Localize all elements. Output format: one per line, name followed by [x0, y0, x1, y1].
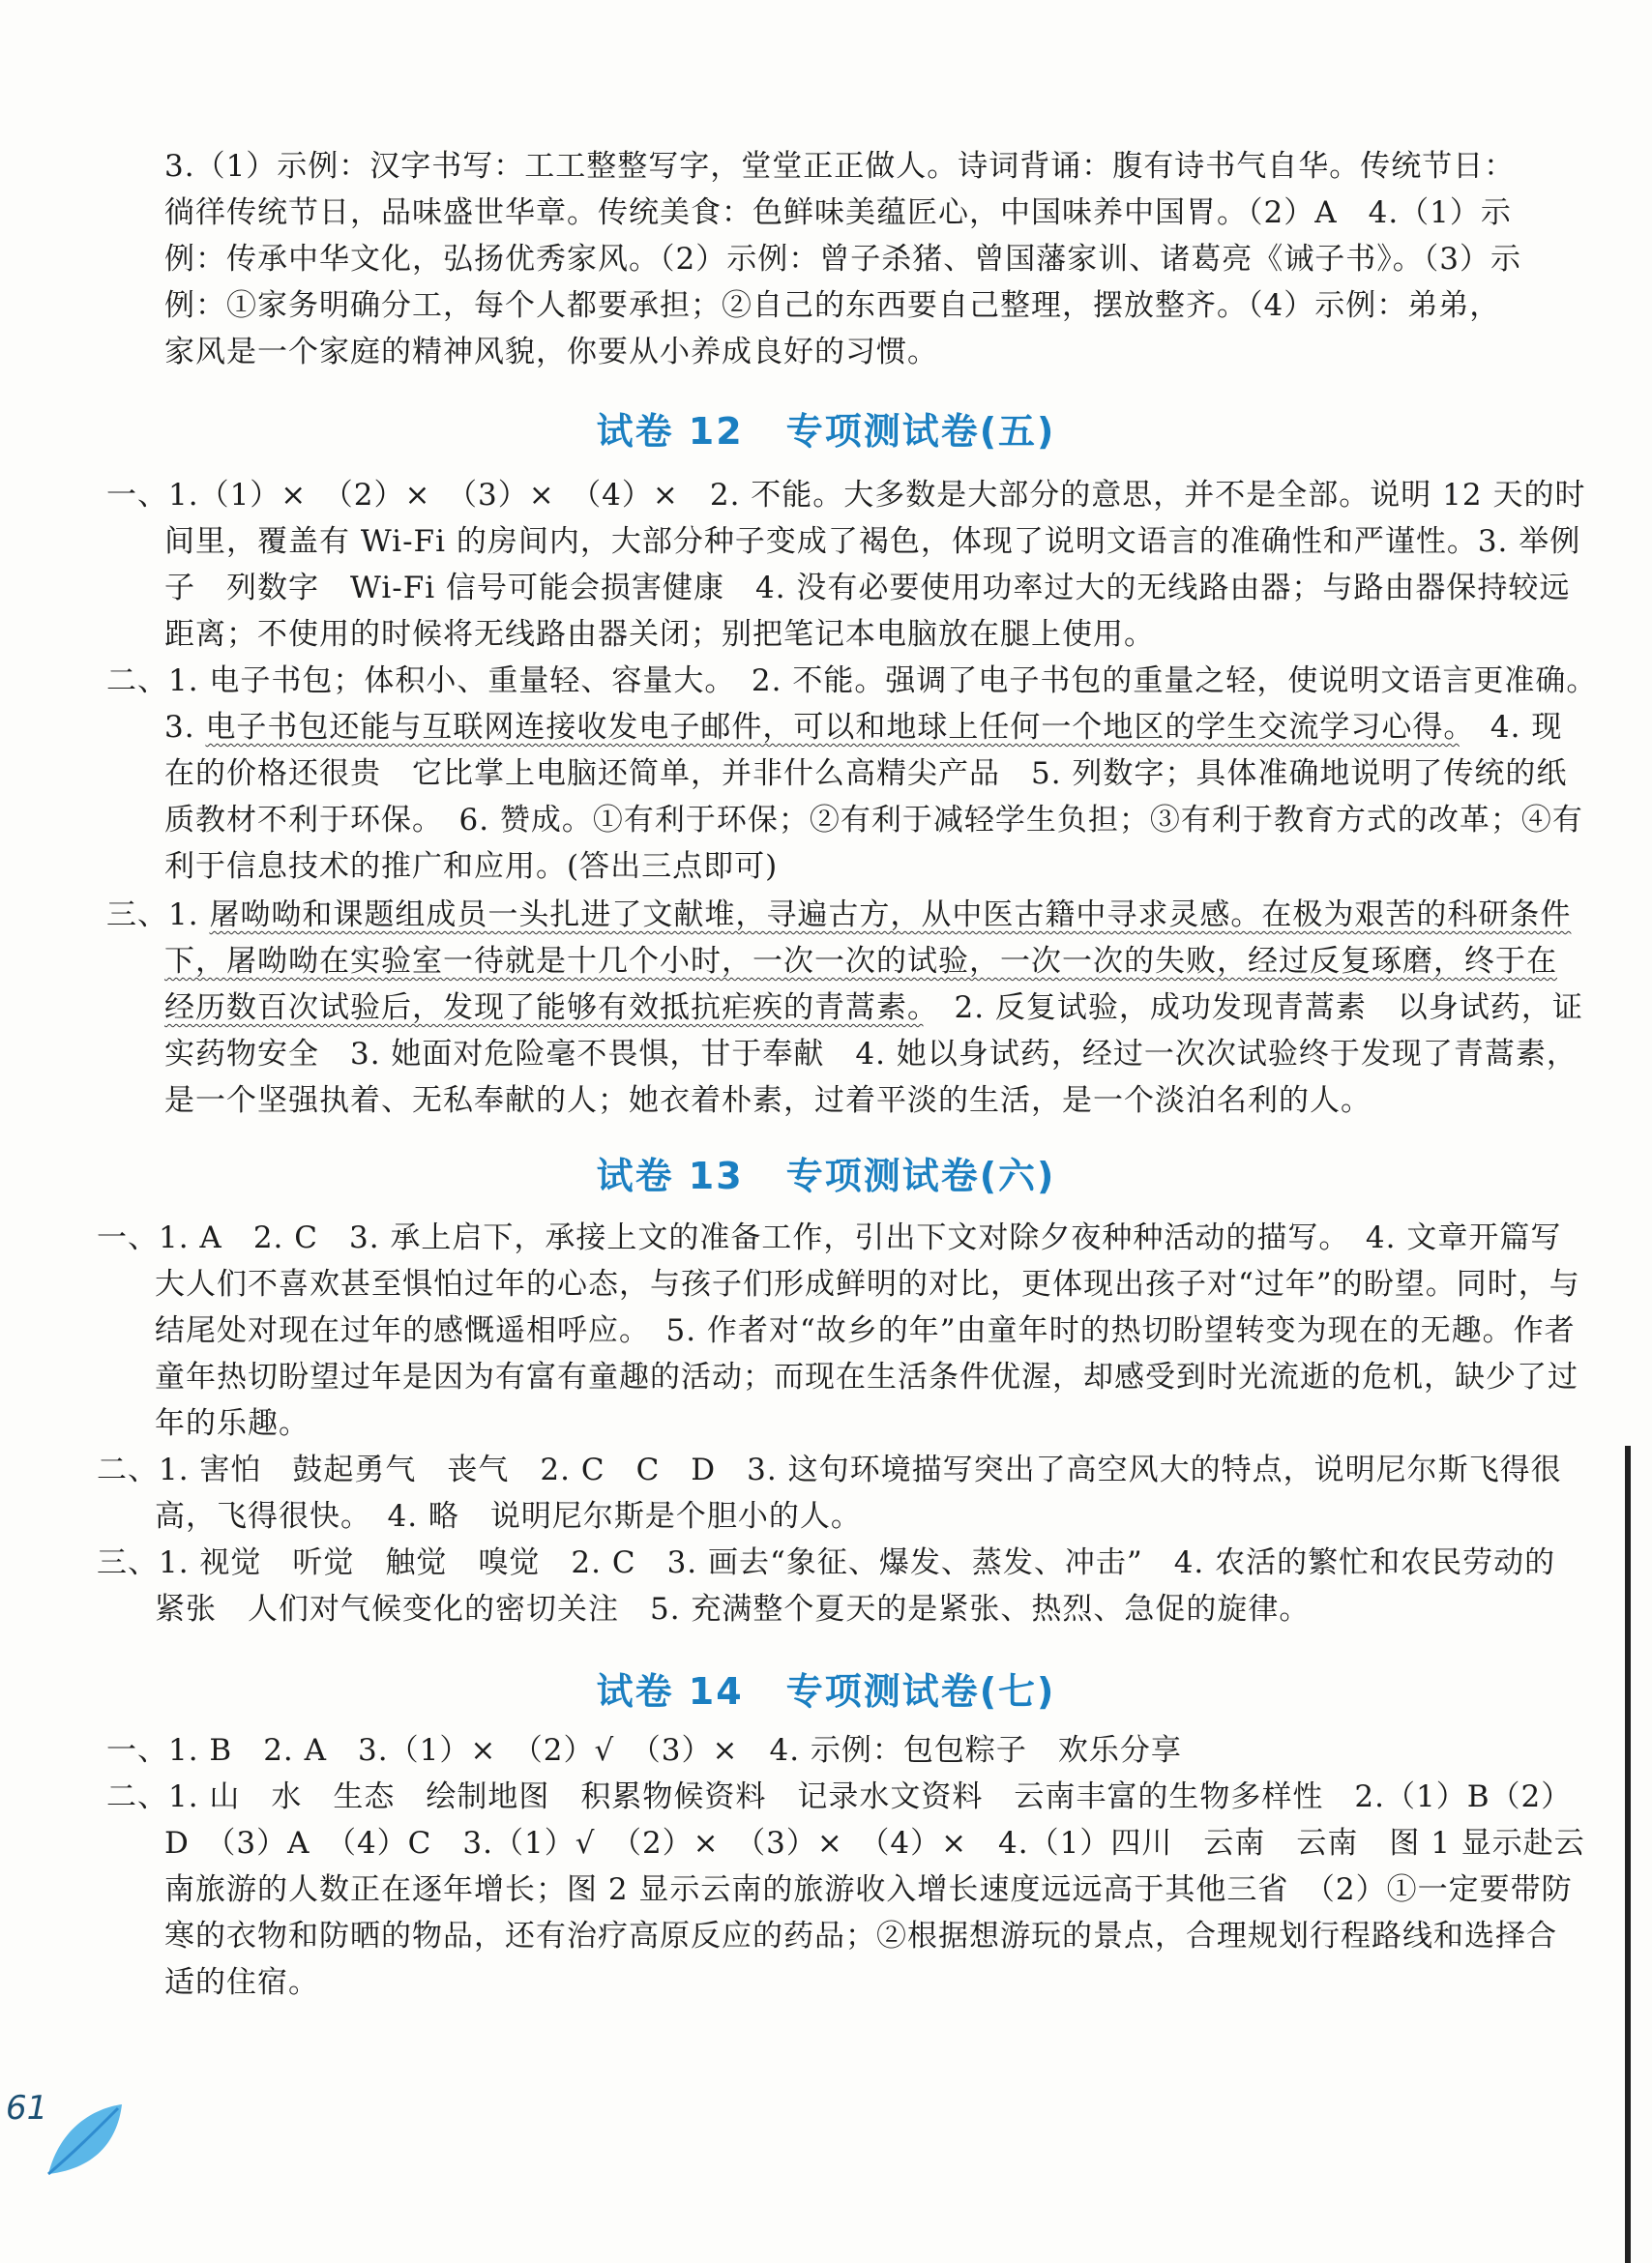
right-margin-rule	[1625, 1446, 1631, 2263]
test12-heading-number: 试卷 12	[596, 410, 744, 453]
test13-heading-title: 专项测试卷(六)	[785, 1155, 1056, 1197]
test12-part2	[106, 658, 1613, 890]
test12-heading-title: 专项测试卷(五)	[785, 410, 1056, 453]
test14-part2: 二、1. 山 水 生态 绘制地图 积累物候资料 记录水文资料 云南丰富的生物多样性 2.（1）B（2）D （3）A （4）C 3.（1）√ （2）× （3）× （4）× 4.（1）四川 云南 云南 图 1 显示赴云南旅游的人数正在逐年增长；图 2 显示云南的旅游收入增长速度远远高于其他三省 （2）①一定要带防寒的衣物和防晒的物品，还有治疗高原反应的药品；②根据想游玩的景点，合理规划行程路线和选择合适的住宿。	[106, 1779, 1585, 2000]
test14-heading-number: 试卷 14	[596, 1670, 744, 1713]
test14-part1: 一、1. B 2. A 3.（1）× （2）√ （3）× 4. 示例：包包粽子 欢乐分享	[106, 1733, 1182, 1768]
test14-heading	[0, 1661, 1652, 1715]
test13-part1: 一、1. A 2. C 3. 承上启下，承接上文的准备工作，引出下文对除夕夜种种活动的描写。 4. 文章开篇写大人们不喜欢甚至惧怕过年的心态，与孩子们形成鲜明的对比，更体现出孩子对“过年”的盼望。同时，与结尾处对现在过年的感慨遥相呼应。 5. 作者对“故乡的年”由童年时的热切盼望转变为现在的无趣。作者童年热切盼望过年是因为有富有童趣的活动；而现在生活条件优渥，却感受到时光流逝的危机，缺少了过年的乐趣。	[97, 1220, 1580, 1441]
test14-heading-title: 专项测试卷(七)	[785, 1670, 1056, 1713]
test13-heading	[0, 1146, 1652, 1199]
test12-part2-rest: 4. 现在的价格还很贵 它比掌上电脑还简单，并非什么高精尖产品 5. 列数字；具体准确地说明了传统的纸质教材不利于环保。 6. 赞成。①有利于环保；②有利于减轻学生负担；③有利于教育方式的改革；④有利于信息技术的推广和应用。(答出三点即可)	[164, 710, 1583, 884]
test13-heading-number: 试卷 13	[596, 1155, 744, 1197]
test12-part3	[106, 892, 1586, 1124]
test12-part2-underlined: 电子书包还能与互联网连接收发电子邮件，可以和地球上任何一个地区的学生交流学习心得。	[205, 710, 1460, 745]
prev-section-answers: 3.（1）示例：汉字书写：工工整整写字，堂堂正正做人。诗词背诵：腹有诗书气自华。传统节日：徜徉传统节日，品味盛世华章。传统美食：色鲜味美蕴匠心，中国味养中国胃。（2）A 4.（1）示例：传承中华文化，弘扬优秀家风。（2）示例：曾子杀猪、曾国藩家训、诸葛亮《诫子书》。（3）示例：①家务明确分工，每个人都要承担；②自己的东西要自己整理，摆放整齐。（4）示例：弟弟，家风是一个家庭的精神风貌，你要从小养成良好的习惯。	[164, 149, 1521, 369]
leaf-icon	[41, 2099, 128, 2186]
test12-part3-rest: 2. 反复试验，成功发现青蒿素 以身试药，证实药物安全 3. 她面对危险毫不畏惧，甘于奉献 4. 她以身试药，经过一次次试验终于发现了青蒿素，是一个坚强执着、无私奉献的人；她衣着朴素，过着平淡的生活，是一个淡泊名利的人。	[164, 990, 1583, 1118]
test13-part3: 三、1. 视觉 听觉 触觉 嗅觉 2. C 3. 画去“象征、爆发、蒸发、冲击” 4. 农活的繁忙和农民劳动的紧张 人们对气候变化的密切关注 5. 充满整个夏天的是紧张、热烈、急促的旋律。	[97, 1545, 1556, 1627]
test13-part2: 二、1. 害怕 鼓起勇气 丧气 2. C C D 3. 这句环境描写突出了高空风大的特点，说明尼尔斯飞得很高，飞得很快。 4. 略 说明尼尔斯是个胆小的人。	[97, 1453, 1562, 1534]
test12-part3-lead: 三、1.	[106, 897, 210, 932]
page-number: 61	[6, 2089, 48, 2128]
test12-part3-underlined: 屠呦呦和课题组成员一头扎进了文献堆，寻遍古方，从中医古籍中寻求灵感。在极为艰苦的科研条件下，屠呦呦在实验室一待就是十几个小时，一次一次的试验，一次一次的失败，经过反复琢磨，终于在经历数百次试验后，发现了能够有效抵抗疟疾的青蒿素。	[164, 897, 1572, 1025]
test12-heading	[0, 401, 1652, 455]
test12-part1: 一、1.（1）× （2）× （3）× （4）× 2. 不能。大多数是大部分的意思，并不是全部。说明 12 天的时间里，覆盖有 Wi-Fi 的房间内，大部分种子变成了褐色，体现了说明文语言的准确性和严谨性。3. 举例子 列数字 Wi-Fi 信号可能会损害健康 4. 没有必要使用功率过大的无线路由器；与路由器保持较远距离；不使用的时候将无线路由器关闭；别把笔记本电脑放在腿上使用。	[106, 478, 1586, 652]
test12-part2-lead: 二、1. 电子书包；体积小、重量轻、容量大。 2. 不能。强调了电子书包的重量之轻，使说明文语言更准确。 3.	[106, 663, 1613, 745]
